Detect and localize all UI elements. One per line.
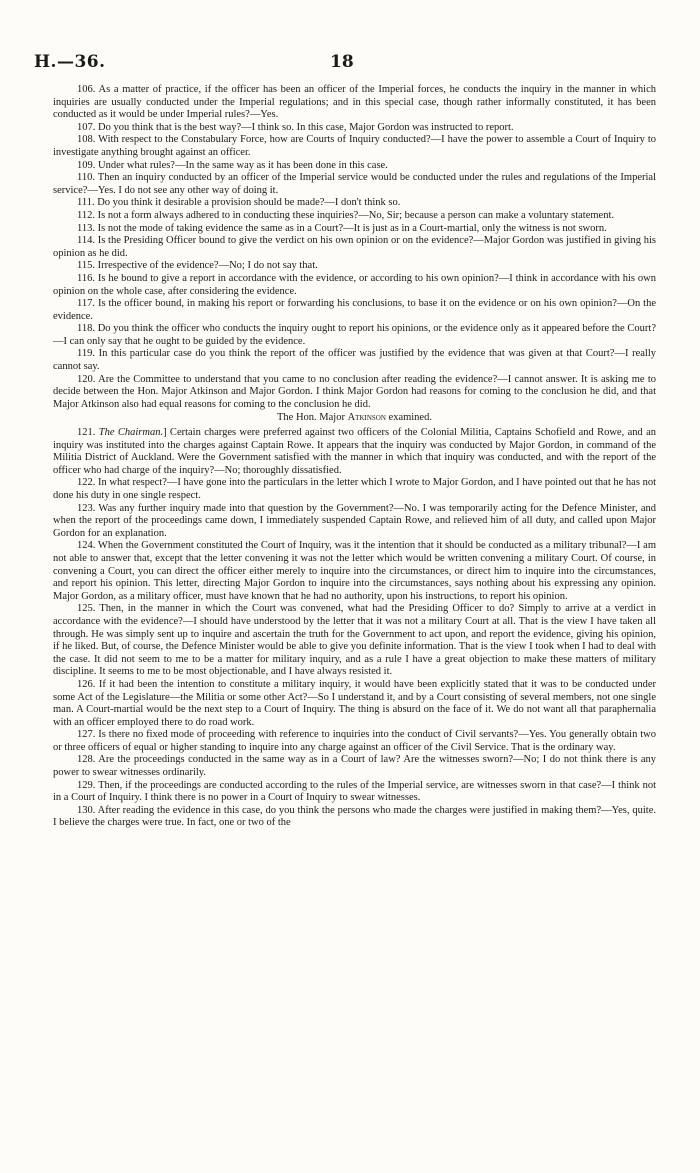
witness-name: Atkinson [347, 412, 386, 424]
heading-prefix: The Hon. Major [277, 412, 348, 424]
document-body [53, 84, 656, 830]
document-code: H.—36. [34, 52, 106, 72]
page-header [0, 52, 700, 76]
paragraph-number: 121. [77, 427, 99, 439]
speaker-label: The Chairman. [98, 427, 164, 439]
paragraph-120: 120. Are the Committee to understand that you came to no conclusion after reading the evidence?—I cannot answer. It is asking me to decide between the Hon. Major Atkinson and Major Gordon. I think Major Gordon had reasons for coming to the conclusion he did, and that Major Atkinson also had equal reasons for coming to the conclusion he did. [53, 373, 656, 410]
paragraph-126: 126. If it had been the intention to constitute a military inquiry, it would have been explicitly stated that it was to be conducted under some Act of the Legislature—the Militia or some other Act?—So I understand it, and by a Court consisting of several members, not one single man. A Court-martial would be the next step to a Court of Inquiry. The thing is absurd on the face of it. We do not want all that paraphernalia with an officer employed there to do road work. [53, 678, 656, 728]
paragraph-129: 129. Then, if the proceedings are conducted according to the rules of the Imperial service, are witnesses sworn in that case?—I think not in a Court of Inquiry. I think there is no power in a Court of Inquiry to swear witnesses. [53, 779, 656, 804]
paragraph-118: 118. Do you think the officer who conducts the inquiry ought to report his opinions, or the evidence only as it appeared before the Court?—I can only say that he ought to be guided by the evidence. [53, 323, 656, 347]
paragraph-122: 122. In what respect?—I have gone into the particulars in the letter which I wrote to Major Gordon, and I have pointed out that he has not done his duty in one single respect. [53, 477, 656, 501]
paragraph-124: 124. When the Government constituted the Court of Inquiry, was it the intention that it should be conducted as a military tribunal?—I am not able to answer that, except that the letter convening it was not the letter which would be written convening a military Court. Of course, in convening a Court, you can direct the officer either merely to inquire into the circumstances, or direct him to inquire into the circumstances, and report his opinion. This letter, directing Major Gordon to inquire into the circumstances, says nothing about his expressing any opinion. Major Gordon, as a military officer, must have known that he had no authority, upon his instructions, to report his opinion. [53, 540, 656, 602]
paragraph-121 [53, 427, 656, 477]
paragraph-106: 106. As a matter of practice, if the officer has been an officer of the Imperial forces, he conducts the inquiry in the manner in which inquiries are usually conducted under the Imperial regulations; and in this special case, though rather informally constituted, it has been conducted as it would be under Imperial rules?—Yes. [53, 84, 656, 121]
paragraph-127: 127. Is there no fixed mode of proceeding with reference to inquiries into the conduct of Civil servants?—Yes. You generally obtain two or three officers of equal or higher standing to inquire into any charge against an officer of the Civil Service. That is the ordinary way. [53, 729, 656, 753]
paragraph-text: ] Certain charges were preferred against two officers of the Colonial Militia, Captains Schofield and Rowe, and an inquiry was instituted into the charges against Captain Rowe. It appears that the inquiry was conducted by Major Gordon, in command of the Militia District of Auckland. Were the Government satisfied with the manner in which that inquiry was conducted, and with the report of the officer who had charge of the inquiry?—No; thoroughly dissatisfied. [53, 427, 657, 476]
paragraph-107: 107. Do you think that is the best way?—I think so. In this case, Major Gordon was instructed to report. [77, 121, 514, 133]
paragraph-109: 109. Under what rules?—In the same way as it has been done in this case. [77, 159, 388, 171]
paragraph-117: 117. Is the officer bound, in making his report or forwarding his conclusions, to base it on the evidence or on his own opinion?—On the evidence. [53, 298, 656, 322]
paragraph-108: 108. With respect to the Constabulary Force, how are Courts of Inquiry conducted?—I have the power to assemble a Court of Inquiry to investigate anything brought against an officer. [53, 134, 656, 158]
page-number: 18 [330, 52, 354, 72]
paragraph-114: 114. Is the Presiding Officer bound to give the verdict on his own opinion or on the evidence?—Major Gordon was justified in giving his opinion as he did. [53, 235, 656, 259]
paragraph-125: 125. Then, in the manner in which the Court was convened, what had the Presiding Officer to do? Simply to arrive at a verdict in accordance with the evidence?—I should have understood by the letter that it was not a military Court at all. That is the view I have taken all through. He was simply sent up to inquire and ascertain the truth for the Government to act upon, and report the evidence, giving his opinion, if he liked. But, of course, the Defence Minister would be able to give you definite information. That is the view I took when I had to deal with the case. It did not seem to me to be a matter for military inquiry, and as a rule I have a great objection to make these matters of military discipline. It seems to me to be most objectionable, and I have always resisted it. [53, 603, 656, 678]
paragraph-119: 119. In this particular case do you think the report of the officer was justified by the evidence that was given at that Court?—I really cannot say. [53, 348, 656, 373]
paragraph-112: 112. Is not a form always adhered to in conducting these inquiries?—No, Sir; because a person can make a voluntary statement. [77, 209, 614, 221]
paragraph-111: 111. Do you think it desirable a provision should be made?—I don't think so. [77, 197, 401, 209]
paragraph-130: 130. After reading the evidence in this case, do you think the persons who made the charges were justified in making them?—Yes, quite. I believe the charges were true. In fact, one or two of the [53, 804, 656, 829]
paragraph-115: 115. Irrespective of the evidence?—No; I do not say that. [77, 260, 318, 272]
paragraph-113: 113. Is not the mode of taking evidence the same as in a Court?—It is just as in a Court-martial, only the witness is not sworn. [77, 222, 607, 234]
paragraph-116: 116. Is he bound to give a report in accordance with the evidence, or according to his own opinion?—I think in accordance with his own opinion on the whole case, after considering the evidence. [53, 272, 656, 297]
heading-suffix: examined. [385, 412, 432, 424]
paragraph-123: 123. Was any further inquiry made into that question by the Government?—No. I was temporarily acting for the Defence Minister, and when the report of the proceedings came down, I immediately suspended Captain Rowe, and relieved him of all duty, and called upon Major Gordon for an explanation. [53, 502, 656, 539]
witness-heading [53, 412, 656, 425]
paragraph-128: 128. Are the proceedings conducted in the same way as in a Court of law? Are the witnesses sworn?—No; I do not think there is any power to swear witnesses ordinarily. [53, 754, 656, 779]
paragraph-110: 110. Then an inquiry conducted by an officer of the Imperial service would be conducted under the rules and regulations of the Imperial service?—Yes. I do not see any other way of doing it. [53, 172, 656, 196]
